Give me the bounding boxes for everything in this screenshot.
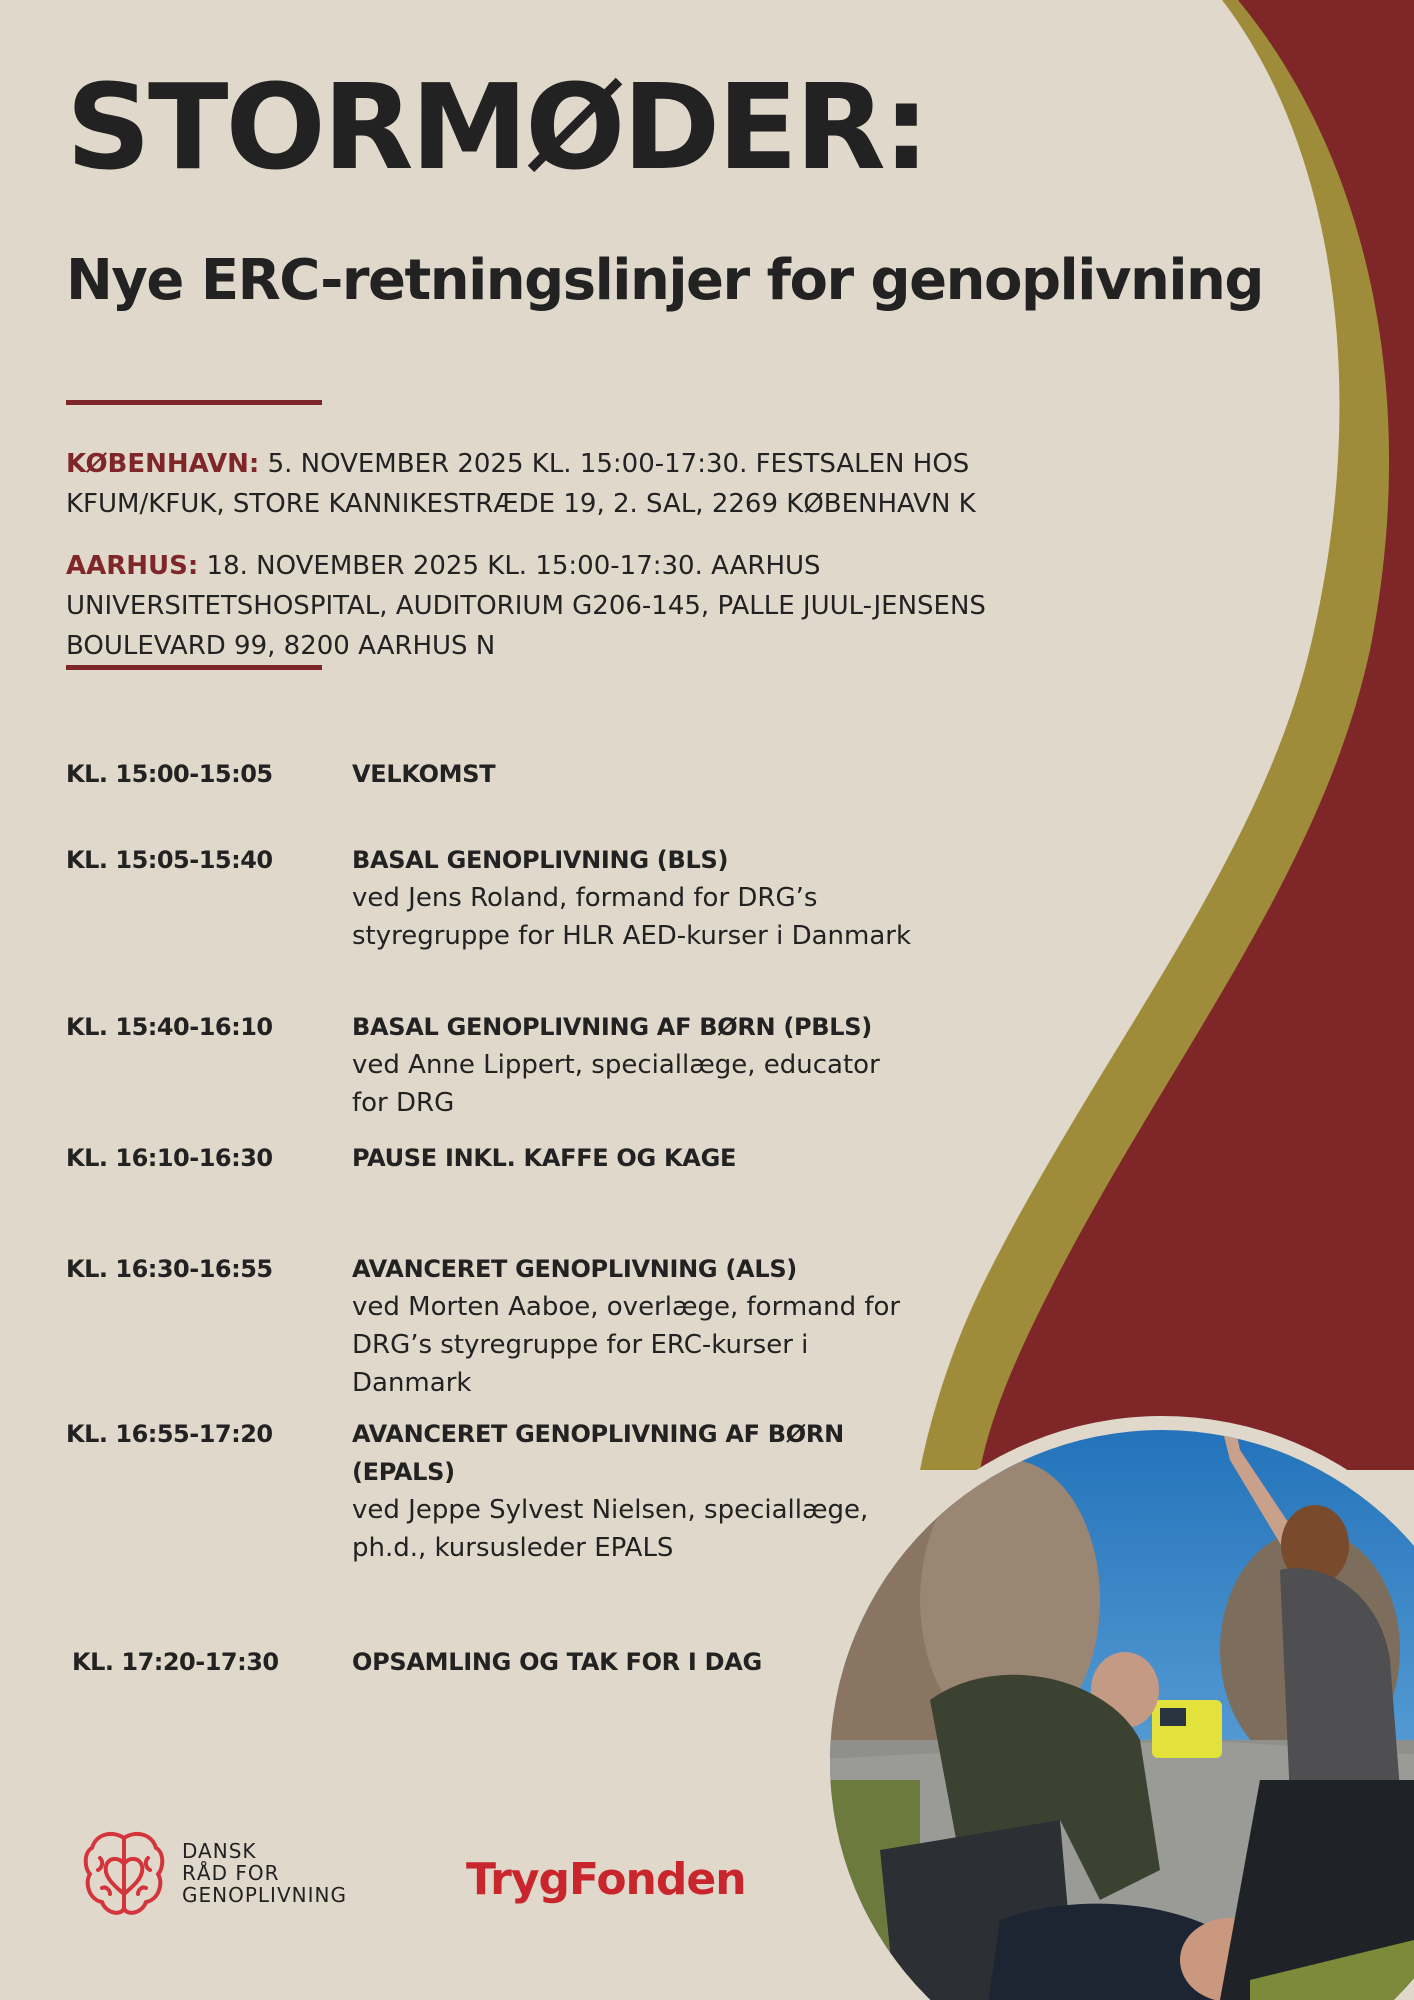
agenda-time: KL. 15:00-15:05 — [66, 760, 273, 788]
venue-city: AARHUS: — [66, 551, 199, 581]
drg-line: GENOPLIVNING — [182, 1883, 347, 1907]
agenda-description: ved Jeppe Sylvest Nielsen, speciallæge, ph.d., kursusleder EPALS — [352, 1495, 869, 1563]
venue-copenhagen — [66, 444, 1126, 524]
venue-aarhus — [66, 546, 1126, 666]
agenda-title: OPSAMLING OG TAK FOR I DAG — [352, 1648, 762, 1676]
venue-city: KØBENHAVN: — [66, 449, 260, 479]
agenda-entry — [352, 1415, 892, 1567]
agenda-description: ved Anne Lippert, speciallæge, educator for DRG — [352, 1050, 880, 1118]
divider-bottom — [66, 665, 322, 670]
agenda-entry — [352, 1008, 912, 1122]
agenda-time: KL. 16:55-17:20 — [66, 1420, 273, 1448]
agenda-entry — [352, 1139, 912, 1177]
agenda-entry — [352, 1643, 912, 1681]
agenda-title: BASAL GENOPLIVNING AF BØRN (PBLS) — [352, 1013, 872, 1041]
agenda-description: ved Jens Roland, formand for DRG’s styregruppe for HLR AED-kurser i Danmark — [352, 883, 912, 951]
agenda-title: PAUSE INKL. KAFFE OG KAGE — [352, 1144, 737, 1172]
venue-details: 18. NOVEMBER 2025 KL. 15:00-17:30. AARHUS UNIVERSITETSHOSPITAL, AUDITORIUM G206-145, PALLE JUUL-JENSENS BOULEVARD 99, 8200 AARHUS N — [66, 551, 986, 661]
agenda-time: KL. 17:20-17:30 — [72, 1648, 279, 1676]
drg-line: DANSK — [182, 1839, 257, 1863]
agenda-time: KL. 16:30-16:55 — [66, 1255, 273, 1283]
heart-brain-icon — [82, 1828, 166, 1920]
agenda-title: AVANCERET GENOPLIVNING AF BØRN (EPALS) — [352, 1420, 844, 1486]
agenda-entry — [352, 841, 912, 955]
divider-top — [66, 400, 322, 405]
agenda-time: KL. 15:05-15:40 — [66, 846, 273, 874]
agenda-entry — [352, 1250, 912, 1402]
drg-line: RÅD FOR — [182, 1861, 280, 1885]
agenda-title: VELKOMST — [352, 760, 496, 788]
drg-logo-text — [182, 1840, 347, 1906]
agenda-title: BASAL GENOPLIVNING (BLS) — [352, 846, 729, 874]
agenda-description: ved Morten Aaboe, overlæge, formand for DRG’s styregruppe for ERC-kurser i Danmark — [352, 1292, 901, 1398]
trygfonden-logo: TrygFonden — [466, 1854, 746, 1905]
venue-details: 5. NOVEMBER 2025 KL. 15:00-17:30. FESTSALEN HOS KFUM/KFUK, STORE KANNIKESTRÆDE 19, 2. SAL, 2269 KØBENHAVN K — [66, 449, 976, 519]
agenda-entry — [352, 755, 912, 793]
agenda-time: KL. 16:10-16:30 — [66, 1144, 273, 1172]
agenda-title: AVANCERET GENOPLIVNING (ALS) — [352, 1255, 797, 1283]
page-subtitle: Nye ERC-retningslinjer for genoplivning — [66, 248, 1263, 313]
page-title: STORMØDER: — [66, 58, 927, 196]
agenda-time: KL. 15:40-16:10 — [66, 1013, 273, 1041]
